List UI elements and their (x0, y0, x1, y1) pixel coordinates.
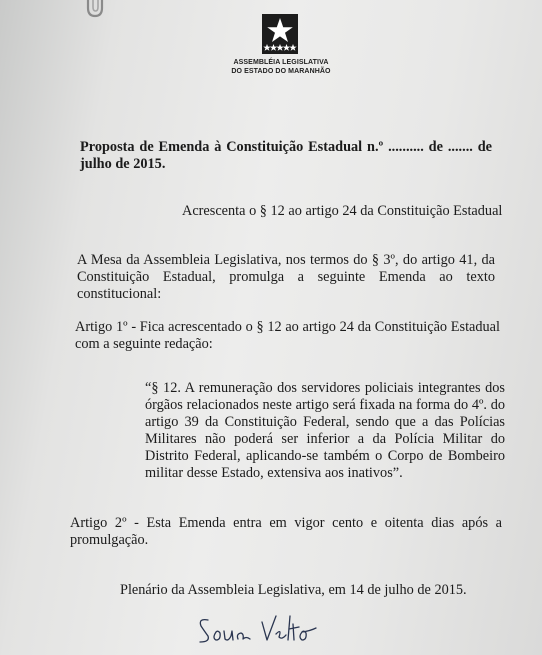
article-1-quoted-text: “§ 12. A remuneração dos servidores policiais integrantes dos órgãos relacionados neste artigo será fixada na forma do 4º. do artigo 39 da Constituição Federal, sendo que a das Polícias Militares não poderá ser inferior a da Polícia Militar do Distrito Federal, aplicando-se também o Corpo de Bombeiro militar desse Estado, extensiva aos inativos”. (145, 380, 505, 481)
star-emblem-icon (262, 14, 298, 54)
article-1: Artigo 1º - Fica acrescentado o § 12 ao artigo 24 da Constituição Estadual com a seguinte redação: (75, 319, 500, 352)
handwritten-signature (196, 612, 322, 655)
logo-line-1: ASSEMBLÉIA LEGISLATIVA (233, 59, 329, 66)
preamble-paragraph: A Mesa da Assembleia Legislativa, nos termos do § 3º, do artigo 41, da Constituição Estadual, promulga a seguinte Emenda ao texto constitucional: (77, 252, 495, 302)
logo-line-2: DO ESTADO DO MARANHÃO (231, 68, 331, 75)
document-title: Proposta de Emenda à Constituição Estadual n.º .......... de ....... de julho de 2015. (80, 139, 492, 172)
article-2: Artigo 2º - Esta Emenda entra em vigor cento e oitenta dias após a promulgação. (70, 515, 502, 548)
paperclip-icon (82, 0, 112, 22)
document-ementa: Acrescenta o § 12 ao artigo 24 da Constituição Estadual (182, 203, 503, 219)
closing-line: Plenário da Assembleia Legislativa, em 14 de julho de 2015. (120, 582, 467, 598)
logo-caption (226, 58, 336, 76)
